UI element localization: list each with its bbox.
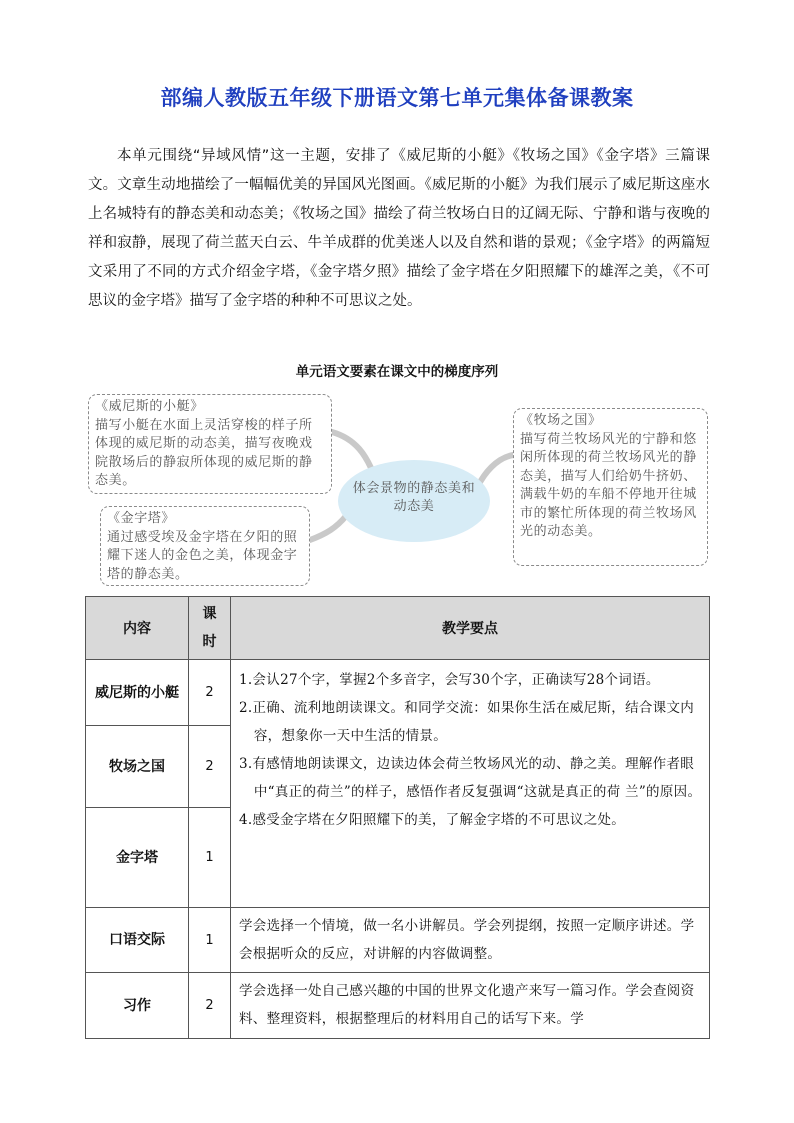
connector-pasture [478, 455, 513, 486]
venice-node-title: 《威尼斯的小艇》 [95, 399, 204, 414]
intro-text: 本单元围绕“异域风情”这一主题，安排了《威尼斯的小艇》《牧场之国》《金字塔》三篇课文。文章生动地描绘了一幅幅优美的异国风光图画。《威尼斯的小艇》为我们展示了威尼斯这座水上名城特有的静态美和动态美；《牧场之国》描绘了荷兰牧场白日的辽阔无际、宁静和谐与夜晚的祥和寂静，展现了荷兰蓝天白云、牛羊成群的优美迷人以及自然和谐的景观；《金字塔》的两篇短文采用了不同的方式介绍金字塔，《金字塔夕照》描绘了金字塔在夕阳照耀下的雄浑之美，《不可思议的金字塔》描写了金字塔的种种不可思议之处。 [88, 148, 710, 309]
row-hours: 2 [189, 973, 231, 1039]
header-hours-line-1: 课 [202, 606, 217, 622]
teaching-point: 4.感受金字塔在夕阳照耀下的美，了解金字塔的不可思议之处。 [239, 812, 626, 828]
row-content: 习作 [86, 973, 189, 1039]
row-content: 口语交际 [86, 908, 189, 973]
table-header-row [86, 597, 710, 660]
header-hours-line-2: 时 [202, 634, 217, 650]
table-row [86, 973, 710, 1039]
venice-node-text: 描写小艇在水面上灵活穿梭的样子所体现的威尼斯的动态美，描写夜晚戏院散场后的静寂所体现的威尼斯的静态美。 [95, 417, 313, 488]
teaching-point: 3.有感情地朗读课文，边读边体会荷兰牧场风光的动、静之美。理解作者眼中“真正的荷兰”的样子，感悟作者反复强调“这就是真正的荷 兰”的原因。 [239, 756, 702, 800]
row-hours: 2 [189, 726, 231, 808]
shared-teaching-points [231, 660, 710, 908]
header-hours [189, 597, 231, 660]
table-row [86, 660, 710, 726]
row-points: 学会选择一个情境，做一名小讲解员。学会列提纲，按照一定顺序讲述。学会根据听众的反应，对讲解的内容做调整。 [231, 908, 710, 973]
pyramid-node-text: 通过感受埃及金字塔在夕阳的照耀下迷人的金色之美，体现金字塔的静态美。 [107, 529, 298, 582]
mindmap-center-node: 体会景物的静态美和动态美 [338, 460, 490, 542]
row-content: 牧场之国 [86, 726, 189, 808]
teaching-point: 2.正确、流利地朗读课文。和同学交流：如果你生活在威尼斯，结合课文内容，想象你一天中生活的情景。 [239, 700, 695, 744]
row-hours: 1 [189, 808, 231, 908]
row-content: 金字塔 [86, 808, 189, 908]
row-points: 学会选择一处自己感兴趣的中国的世界文化遗产来写一篇习作。学会查阅资料、整理资料，根据整理后的材料用自己的话写下来。学 [231, 973, 710, 1039]
table-row [86, 908, 710, 973]
teaching-point: 1.会认27个字，掌握2个多音字，会写30个字，正确读写28个词语。 [239, 672, 660, 688]
connector-venice [332, 432, 372, 470]
connector-pyramid [310, 516, 346, 540]
mindmap-node-pyramid [100, 506, 310, 586]
pyramid-node-title: 《金字塔》 [107, 511, 176, 526]
header-content: 内容 [86, 597, 189, 660]
diagram-title: 单元语文要素在课文中的梯度序列 [295, 364, 499, 380]
mindmap-node-venice [88, 394, 332, 494]
row-hours: 2 [189, 660, 231, 726]
mindmap-node-pasture [513, 408, 708, 566]
intro-paragraph [88, 142, 710, 316]
header-points: 教学要点 [231, 597, 710, 660]
document-title: 部编人教版五年级下册语文第七单元集体备课教案 [160, 86, 634, 110]
pasture-node-title: 《牧场之国》 [520, 413, 602, 428]
lesson-plan-table [85, 596, 710, 1039]
row-content: 威尼斯的小艇 [86, 660, 189, 726]
row-hours: 1 [189, 908, 231, 973]
pasture-node-text: 描写荷兰牧场风光的宁静和悠闲所体现的荷兰牧场风光的静态美，描写人们给奶牛挤奶、满载牛奶的车船不停地开往城市的繁忙所体现的荷兰牧场风光的动态美。 [520, 431, 697, 539]
